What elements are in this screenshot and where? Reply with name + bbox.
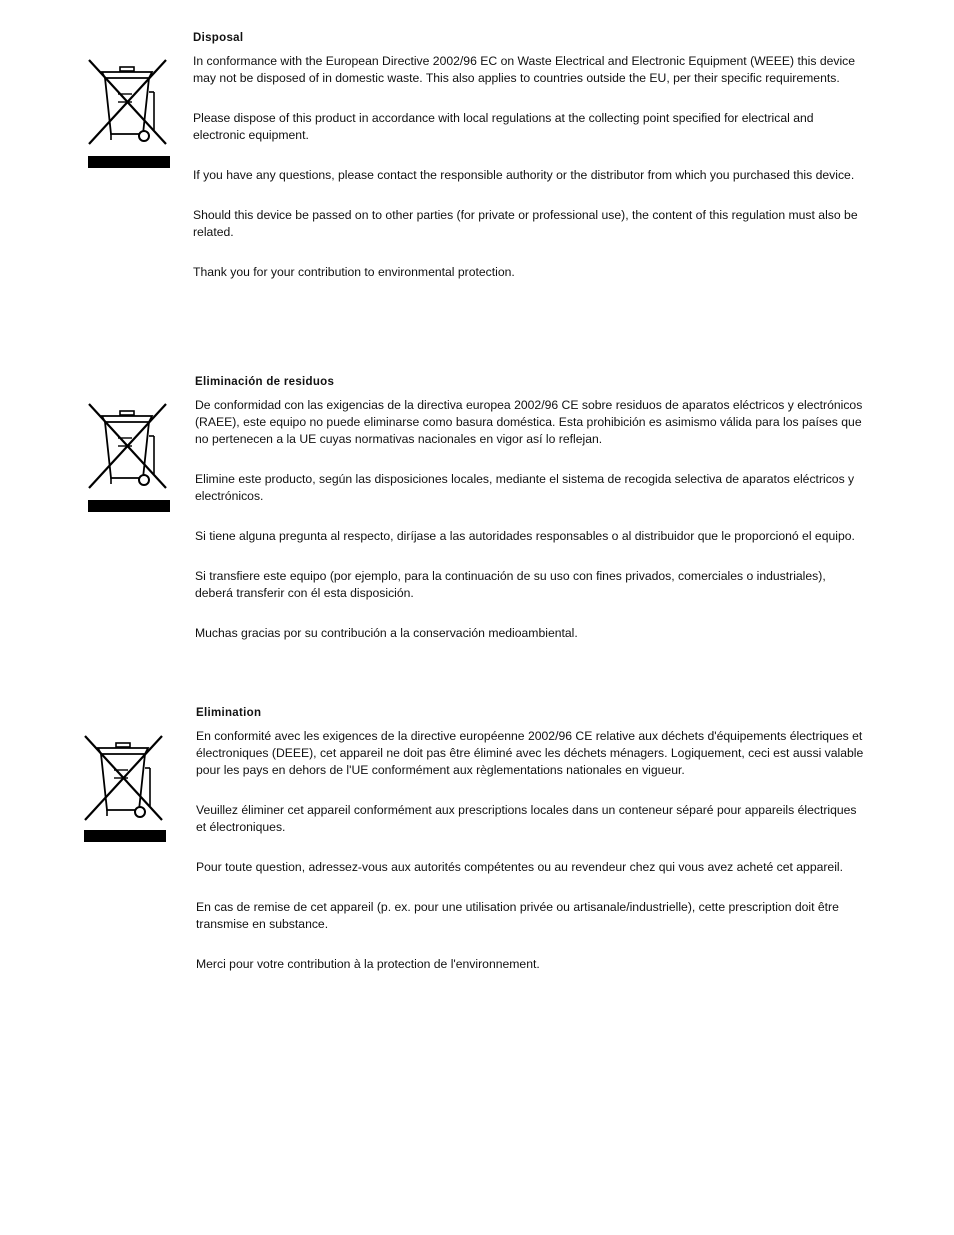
crossed-out-wheelie-bin-icon xyxy=(82,734,168,846)
section-body xyxy=(196,706,864,996)
paragraph: Muchas gracias por su contribución a la conservación medioambiental. xyxy=(195,626,578,640)
section-body xyxy=(195,375,863,665)
section-body xyxy=(193,31,861,304)
paragraph: De conformidad con las exigencias de la directiva europea 2002/96 CE sobre residuos de aparatos eléctricos y electrónicos (RAEE), este equipo no puede eliminarse como basura doméstica. Esta prohibición es asimismo válida para los países que no pertenecen a la UE cuyas normativas nacionales en vigor así lo reflejan. xyxy=(195,398,863,446)
paragraph: En cas de remise de cet appareil (p. ex. pour une utilisation privée ou artisanale/industrielle), cette prescription doit être transmise en substance. xyxy=(196,900,839,931)
paragraph: Pour toute question, adressez-vous aux autorités compétentes ou au revendeur chez qui vous avez acheté cet appareil. xyxy=(196,860,844,874)
section-heading: Disposal xyxy=(193,32,244,44)
paragraph: Should this device be passed on to other parties (for private or professional use), the content of this regulation must also be related. xyxy=(193,208,858,239)
crossed-out-wheelie-bin-icon xyxy=(86,402,172,514)
paragraph: Thank you for your contribution to environmental protection. xyxy=(193,265,515,279)
paragraph: Veuillez éliminer cet appareil conformément aux prescriptions locales dans un conteneur séparé pour appareils électriques et électroniques. xyxy=(196,803,857,834)
paragraph: Si transfiere este equipo (por ejemplo, para la continuación de su uso con fines privados, comerciales o industriales), deberá transferir con él esta disposición. xyxy=(195,569,826,600)
crossed-out-wheelie-bin-icon xyxy=(86,58,172,170)
paragraph: Merci pour votre contribution à la protection de l'environnement. xyxy=(196,957,540,971)
paragraph: In conformance with the European Directive 2002/96 EC on Waste Electrical and Electronic Equipment (WEEE) this device may not be disposed of in domestic waste. This also applies to countries outside the EU, per their specific requirements. xyxy=(193,54,856,85)
section-heading: Elimination xyxy=(196,707,262,719)
section-heading: Eliminación de residuos xyxy=(195,376,335,388)
paragraph: Elimine este producto, según las disposiciones locales, mediante el sistema de recogida selectiva de aparatos eléctricos y electrónicos. xyxy=(195,472,855,503)
paragraph: Si tiene alguna pregunta al respecto, diríjase a las autoridades responsables o al distribuidor que le proporcionó el equipo. xyxy=(195,529,855,543)
paragraph: If you have any questions, please contact the responsible authority or the distributor from which you purchased this device. xyxy=(193,168,855,182)
paragraph: Please dispose of this product in accordance with local regulations at the collecting point specified for electrical and electronic equipment. xyxy=(193,111,814,142)
paragraph: En conformité avec les exigences de la directive européenne 2002/96 CE relative aux déchets d'équipements électriques et électroniques (DEEE), cet appareil ne doit pas être éliminé avec les déchets ménagers. Logiquement, ceci est aussi valable pour les pays en dehors de l'UE conformément aux règlementations nationales en vigueur. xyxy=(196,729,864,777)
